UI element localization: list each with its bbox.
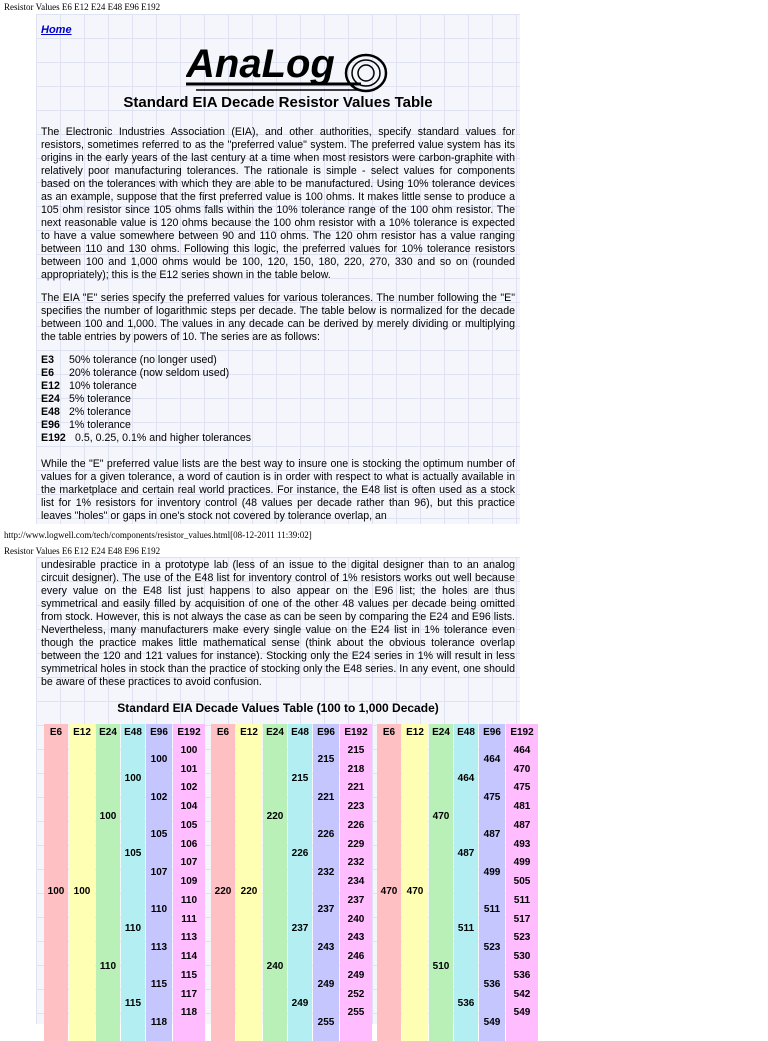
- table-cell: 226: [291, 848, 309, 859]
- table-cell: 220: [214, 885, 232, 897]
- table-cell: 100: [73, 885, 91, 897]
- column-e192: [340, 724, 372, 1041]
- column-header: E6: [216, 727, 230, 738]
- series-item: E96 1% tolerance: [41, 419, 131, 431]
- column-e6: [377, 724, 401, 1041]
- table-cell: 215: [291, 773, 309, 784]
- table-cell: 221: [347, 782, 365, 794]
- table-cell: 226: [347, 819, 365, 831]
- table-cell: 530: [513, 951, 531, 963]
- table-cell: 215: [347, 744, 365, 756]
- table-cell: 536: [513, 969, 531, 981]
- column-header: E192: [177, 727, 201, 738]
- table-cell: 221: [317, 791, 335, 803]
- column-e96: [479, 724, 505, 1041]
- table-cell: 113: [180, 932, 198, 944]
- paragraph-caution: While the "E" preferred value lists are the best way to insure one is stocking the optimum number of values for a given tolerance, a word of caution is in order with respect to what is actually available in the marketplace and certain real world practices. For instance, the E48 list is often used as a stock list for 1% resistors for inventory control (48 values per decade rather than 96), but this practice leaves "holes" or gaps in one's stock not covered by tolerance overlap, an: [41, 458, 515, 522]
- table-cell: 100: [47, 885, 65, 897]
- column-e12: [236, 724, 262, 1041]
- table-cell: 110: [150, 904, 168, 916]
- table-cell: 243: [347, 932, 365, 944]
- column-e24: [96, 724, 120, 1041]
- table-cell: 109: [180, 876, 198, 888]
- table-cell: 237: [291, 923, 309, 934]
- table-cell: 111: [181, 913, 197, 925]
- table-cell: 487: [483, 829, 501, 841]
- column-e96: [313, 724, 339, 1041]
- table-cell: 114: [180, 951, 198, 963]
- table-cell: 493: [513, 838, 531, 850]
- column-header: E12: [240, 727, 258, 738]
- table-cell: 237: [347, 894, 365, 906]
- home-link[interactable]: Home: [41, 24, 72, 36]
- table-cell: 117: [180, 988, 198, 1000]
- table-cell: 234: [347, 876, 365, 888]
- column-header: E96: [317, 727, 335, 738]
- table-cell: 243: [317, 941, 335, 953]
- paragraph-caution-cont: undesirable practice in a prototype lab (less of an issue to the digital designer than to an analog circuit designer). The use of the E48 list for inventory control of 1% resistors works out well because every value on the E48 list just happens to also appear on the E96 list; the holes are thus symmetrical and easily filled by acquisition of one of the other 48 values per decade being omitted from stock. However, this is not always the case as can be seen by comparing the E24 and E96 lists. Nevertheless, many manufacturers make every single value on the E24 list in 1% tolerance even though the practice makes little mathematical sense (think about the obvious tolerance overlap between the 120 and 121 values for instance). Stocking only the E24 series in 1% will result in less symmetrical holes in stock than the practice of stocking only the E48 series. In any event, one should be aware of these practices to avoid confusion.: [41, 559, 515, 688]
- column-header: E96: [150, 727, 168, 738]
- table-cell: 115: [124, 998, 142, 1009]
- column-e192: [173, 724, 205, 1041]
- table-cell: 105: [150, 829, 168, 841]
- table-cell: 115: [150, 979, 168, 991]
- column-header: E48: [291, 727, 309, 738]
- series-item: E48 2% tolerance: [41, 406, 131, 418]
- column-header: E96: [483, 727, 501, 738]
- table-cell: 110: [99, 960, 117, 972]
- print-header-top: Resistor Values E6 E12 E24 E48 E96 E192: [4, 2, 161, 12]
- series-item: E24 5% tolerance: [41, 393, 131, 405]
- series-item: E6 20% tolerance (now seldom used): [41, 367, 230, 379]
- table-cell: 110: [124, 923, 142, 934]
- table-cell: 240: [347, 913, 365, 925]
- column-header: E48: [124, 727, 142, 738]
- table-cell: 115: [180, 969, 198, 981]
- table-cell: 249: [317, 979, 335, 991]
- column-e12: [402, 724, 428, 1041]
- print-header-second: Resistor Values E6 E12 E24 E48 E96 E192: [4, 546, 161, 556]
- table-cell: 464: [457, 773, 475, 784]
- table-cell: 510: [432, 960, 450, 972]
- table-cell: 517: [513, 913, 531, 925]
- table-cell: 229: [347, 838, 365, 850]
- series-list: [41, 354, 251, 445]
- page-1: [36, 14, 520, 524]
- table-cell: 549: [483, 1016, 501, 1028]
- table-cell: 113: [150, 941, 168, 953]
- table-cell: 475: [513, 782, 531, 794]
- table-cell: 249: [347, 969, 365, 981]
- table-cell: 464: [513, 744, 531, 756]
- analog-logo: [186, 29, 416, 104]
- column-e192: [506, 724, 538, 1041]
- table-cell: 100: [180, 744, 198, 756]
- table-cell: 511: [483, 904, 501, 916]
- column-header: E192: [344, 727, 368, 738]
- column-e48: [454, 724, 478, 1041]
- table-cell: 499: [483, 866, 501, 878]
- table-cell: 249: [291, 998, 309, 1009]
- table-cell: 100: [124, 773, 142, 784]
- table-cell: 481: [513, 801, 531, 813]
- series-item: E3 50% tolerance (no longer used): [41, 354, 217, 366]
- table-cell: 218: [347, 763, 365, 775]
- column-e48: [121, 724, 145, 1041]
- table-cell: 220: [266, 810, 284, 822]
- table-cell: 464: [483, 754, 501, 766]
- table-cell: 237: [317, 904, 335, 916]
- table-cell: 487: [457, 848, 475, 859]
- table-cell: 232: [317, 866, 335, 878]
- column-header: E48: [457, 727, 475, 738]
- table-cell: 220: [240, 885, 258, 897]
- table-cell: 118: [150, 1016, 168, 1028]
- table-cell: 100: [99, 810, 117, 822]
- column-header: E24: [432, 727, 450, 738]
- table-cell: 255: [347, 1007, 365, 1019]
- table-cell: 104: [180, 801, 198, 813]
- page-title: Standard EIA Decade Resistor Values Table: [123, 94, 433, 111]
- table-cell: 505: [513, 876, 531, 888]
- table-cell: 223: [347, 801, 365, 813]
- print-footer-url: http://www.logwell.com/tech/components/resistor_values.html[08-12-2011 11:39:02]: [4, 530, 312, 540]
- column-e24: [263, 724, 287, 1041]
- column-header: E6: [382, 727, 396, 738]
- table-cell: 542: [513, 988, 531, 1000]
- table-cell: 215: [317, 754, 335, 766]
- table-title: Standard EIA Decade Values Table (100 to 1,000 Decade): [117, 701, 439, 715]
- column-header: E6: [49, 727, 63, 738]
- table-cell: 107: [150, 866, 168, 878]
- column-e6: [211, 724, 235, 1041]
- table-cell: 549: [513, 1007, 531, 1019]
- table-cell: 102: [180, 782, 198, 794]
- table-cell: 105: [180, 819, 198, 831]
- table-group: [377, 724, 539, 1041]
- table-cell: 536: [483, 979, 501, 991]
- paragraph-e-series: The EIA "E" series specify the preferred values for various tolerances. The number following the "E" specifies the number of logarithmic steps per decade. The table below is normalized for the decade between 100 and 1,000. The values in any decade can be derived by merely dividing or multiplying the table entries by powers of 10. The series are as follows:: [41, 292, 515, 343]
- series-item: E192 0.5, 0.25, 0.1% and higher tolerances: [41, 432, 252, 444]
- column-header: E192: [510, 727, 534, 738]
- table-cell: 118: [180, 1007, 198, 1019]
- table-cell: 101: [180, 763, 198, 775]
- table-group: [211, 724, 373, 1041]
- table-cell: 470: [513, 763, 531, 775]
- logo-text: AnaLog: [186, 42, 335, 86]
- table-cell: 470: [406, 885, 424, 897]
- table-cell: 106: [180, 838, 198, 850]
- table-cell: 100: [150, 754, 168, 766]
- table-cell: 511: [457, 923, 475, 934]
- table-cell: 252: [347, 988, 365, 1000]
- column-e6: [44, 724, 68, 1041]
- column-header: E12: [406, 727, 424, 738]
- page-2: [36, 557, 534, 1028]
- table-cell: 240: [266, 960, 284, 972]
- column-e48: [288, 724, 312, 1041]
- table-cell: 105: [124, 848, 142, 859]
- table-cell: 107: [180, 857, 198, 869]
- table-cell: 255: [317, 1016, 335, 1028]
- column-header: E12: [73, 727, 91, 738]
- table-cell: 511: [513, 894, 531, 906]
- table-cell: 232: [347, 857, 365, 869]
- table-cell: 523: [483, 941, 501, 953]
- table-cell: 102: [150, 791, 168, 803]
- series-item: E12 10% tolerance: [41, 380, 137, 392]
- table-cell: 470: [432, 810, 450, 822]
- column-e24: [429, 724, 453, 1041]
- table-cell: 475: [483, 791, 501, 803]
- table-group: [44, 724, 206, 1041]
- column-e12: [69, 724, 95, 1041]
- table-cell: 499: [513, 857, 531, 869]
- paragraph-intro: The Electronic Industries Association (EIA), and other authorities, specify standard values for resistors, sometimes referred to as the "preferred value" system. The preferred value system has its origins in the early years of the last century at a time when most resistors were carbon-graphite with relatively poor manufacturing tolerances. The rationale is simple - select values for components based on the tolerances with which they are able to be manufactured. Using 10% tolerance devices as an example, suppose that the first preferred value is 100 ohms. It makes little sense to produce a 105 ohm resistor since 105 ohms falls within the 10% tolerance range of the 100 ohm resistor. The next reasonable value is 120 ohms because the 100 ohm resistor with a 10% tolerance is expected to have a value somewhere between 90 and 110 ohms. The 120 ohm resistor has a value ranging between 110 and 130 ohms. Following this logic, the preferred values for 10% tolerance resistors between 100 and 1,000 ohms would be 100, 120, 150, 180, 220, 270, 330 and so on (rounded appropriately); this is the E12 series shown in the table below.: [41, 126, 515, 281]
- column-header: E24: [99, 727, 117, 738]
- table-cell: 110: [180, 894, 198, 906]
- table-cell: 246: [347, 951, 365, 963]
- table-cell: 523: [513, 932, 531, 944]
- table-cell: 226: [317, 829, 335, 841]
- column-e96: [146, 724, 172, 1041]
- table-cell: 487: [513, 819, 531, 831]
- table-cell: 536: [457, 998, 475, 1009]
- column-header: E24: [266, 727, 284, 738]
- table-cell: 470: [380, 885, 398, 897]
